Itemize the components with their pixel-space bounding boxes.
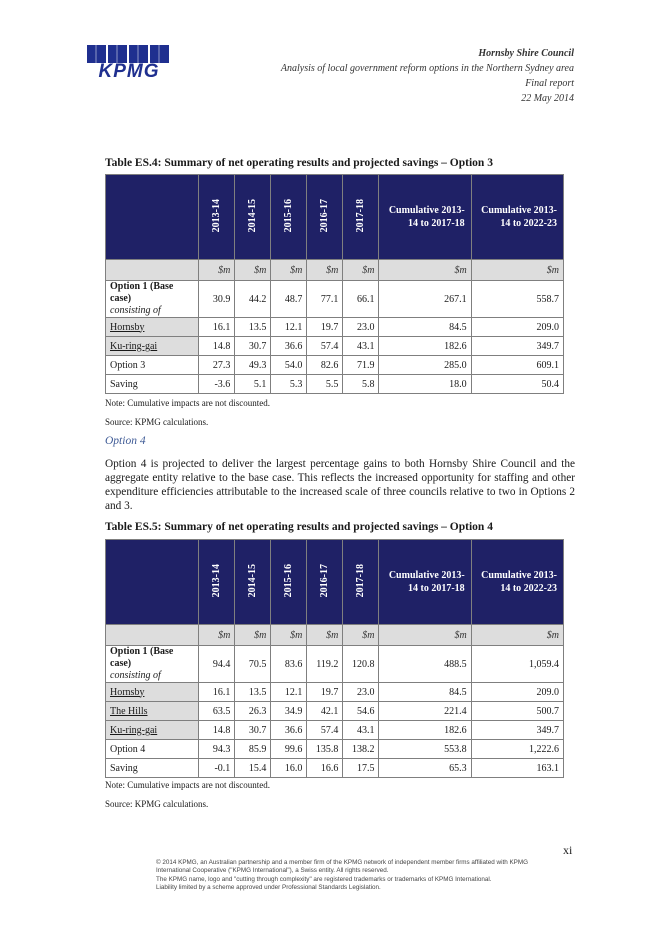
table-row [106,356,564,375]
option4-paragraph: Option 4 is projected to deliver the largest percentage gains to both Hornsby Shire Council and the aggregate entity relative to the base case. This reflects the increased opportunity for staffing and other expenditure efficiencies attributable to the increased scale of three councils relative to two in Options 2 and 3. [105,458,575,512]
table-cell: 19.7 [307,318,343,337]
table-cell: 94.3 [199,740,235,759]
row-label: Option 4 [106,740,199,759]
table-row [106,721,564,740]
table-cell: 553.8 [379,740,471,759]
table-cell: 34.9 [271,702,307,721]
table-cell: 138.2 [343,740,379,759]
table-row [106,337,564,356]
option4-heading: Option 4 [105,435,146,447]
table-cell: 16.0 [271,759,307,778]
table-cell: 12.1 [271,318,307,337]
table-cell: 1,222.6 [471,740,563,759]
unit-cell: $m [235,625,271,646]
table-es4-caption: Table ES.4: Summary of net operating results and projected savings – Option 3 [105,157,493,169]
table-cell: 50.4 [471,375,563,394]
header-date: 22 May 2014 [521,93,574,104]
table-cell: 71.9 [343,356,379,375]
table-cell: 16.1 [199,318,235,337]
table-cell: 488.5 [379,646,471,683]
unit-cell: $m [471,260,563,281]
row-label: Option 1 (Base case) consisting of [106,646,199,683]
table-cell: 84.5 [379,683,471,702]
table-header-blank [106,540,199,625]
table-cell: 500.7 [471,702,563,721]
table-cell: 13.5 [235,683,271,702]
footer-copyright: © 2014 KPMG, an Australian partnership and a member firm of the KPMG network of independent member firms affiliated with KPMG International Cooperative ("KPMG International"), a Swiss entity. All rights reserved. [156,859,529,875]
header-report-title: Analysis of local government reform options in the Northern Sydney area [280,63,574,74]
table-cell: 54.6 [343,702,379,721]
units-blank [106,625,199,646]
table-cell: 42.1 [307,702,343,721]
table-row [106,375,564,394]
table-es5 [105,539,564,778]
table-cell: 43.1 [343,337,379,356]
unit-cell: $m [271,625,307,646]
table-cell: 83.6 [271,646,307,683]
table-row [106,646,564,683]
table-cell: 18.0 [379,375,471,394]
table-es4-source: Source: KPMG calculations. [105,417,209,427]
table-cell: 16.1 [199,683,235,702]
table-cell: 57.4 [307,721,343,740]
table-cell: 70.5 [235,646,271,683]
table-row [106,281,564,318]
table-cell: 94.4 [199,646,235,683]
table-cell: 23.0 [343,318,379,337]
row-label: Option 3 [106,356,199,375]
table-cell: 15.4 [235,759,271,778]
table-cell: 57.4 [307,337,343,356]
row-label: Ku-ring-gai [106,721,199,740]
col-header: 2014-15 [235,175,271,260]
table-cell: 27.3 [199,356,235,375]
unit-cell: $m [271,260,307,281]
row-label: Hornsby [106,683,199,702]
row-label: Hornsby [106,318,199,337]
table-cell: 119.2 [307,646,343,683]
col-header: 2017-18 [343,540,379,625]
table-cell: 49.3 [235,356,271,375]
table-cell: 349.7 [471,721,563,740]
svg-text:KPMG: KPMG [98,61,160,79]
unit-cell: $m [471,625,563,646]
table-cell: 43.1 [343,721,379,740]
table-es4 [105,174,564,394]
col-header: 2016-17 [307,540,343,625]
col-header-cumulative-2018: Cumulative 2013-14 to 2017-18 [379,175,471,260]
unit-cell: $m [199,625,235,646]
footer-trademark: The KPMG name, logo and "cutting through complexity" are registered trademarks or trademarks of KPMG International. [156,875,492,883]
col-header: 2015-16 [271,175,307,260]
table-header-row [106,175,564,260]
units-blank [106,260,199,281]
table-cell: 349.7 [471,337,563,356]
unit-cell: $m [235,260,271,281]
table-header-blank [106,175,199,260]
unit-cell: $m [343,260,379,281]
units-row [106,260,564,281]
table-cell: 19.7 [307,683,343,702]
table-cell: 609.1 [471,356,563,375]
table-cell: 65.3 [379,759,471,778]
table-cell: 209.0 [471,318,563,337]
row-label: Ku-ring-gai [106,337,199,356]
col-header-cumulative-2018: Cumulative 2013-14 to 2017-18 [379,540,471,625]
table-cell: 209.0 [471,683,563,702]
col-header: 2014-15 [235,540,271,625]
table-es5-source: Source: KPMG calculations. [105,799,209,809]
table-row [106,318,564,337]
table-cell: 267.1 [379,281,471,318]
table-cell: 66.1 [343,281,379,318]
unit-cell: $m [379,260,471,281]
table-cell: 99.6 [271,740,307,759]
units-row [106,625,564,646]
table-cell: 30.7 [235,721,271,740]
table-cell: 36.6 [271,337,307,356]
unit-cell: $m [199,260,235,281]
page-number: xi [563,843,573,857]
table-cell: 558.7 [471,281,563,318]
table-cell: 1,059.4 [471,646,563,683]
table-cell: 5.8 [343,375,379,394]
table-cell: 5.1 [235,375,271,394]
table-cell: 14.8 [199,337,235,356]
row-label: The Hills [106,702,199,721]
table-cell: 135.8 [307,740,343,759]
table-cell: 182.6 [379,721,471,740]
col-header: 2016-17 [307,175,343,260]
table-header-row [106,540,564,625]
table-cell: 30.9 [199,281,235,318]
col-header: 2015-16 [271,540,307,625]
header-report-status: Final report [525,78,574,89]
table-cell: 63.5 [199,702,235,721]
page-header [281,46,574,106]
table-cell: 23.0 [343,683,379,702]
table-row [106,702,564,721]
unit-cell: $m [307,260,343,281]
table-cell: 120.8 [343,646,379,683]
row-label: Saving [106,759,199,778]
kpmg-logo [87,45,171,79]
table-cell: 44.2 [235,281,271,318]
table-es4-note: Note: Cumulative impacts are not discounted. [105,398,270,408]
table-cell: 30.7 [235,337,271,356]
table-cell: -0.1 [199,759,235,778]
table-cell: 14.8 [199,721,235,740]
table-cell: 5.5 [307,375,343,394]
table-cell: 36.6 [271,721,307,740]
table-es5-caption: Table ES.5: Summary of net operating results and projected savings – Option 4 [105,521,493,533]
table-cell: -3.6 [199,375,235,394]
col-header: 2017-18 [343,175,379,260]
table-cell: 48.7 [271,281,307,318]
header-org: Hornsby Shire Council [478,48,574,59]
table-row [106,683,564,702]
col-header: 2013-14 [199,175,235,260]
row-label: Saving [106,375,199,394]
unit-cell: $m [379,625,471,646]
table-cell: 26.3 [235,702,271,721]
unit-cell: $m [307,625,343,646]
table-cell: 5.3 [271,375,307,394]
table-cell: 285.0 [379,356,471,375]
table-cell: 12.1 [271,683,307,702]
table-cell: 16.6 [307,759,343,778]
table-cell: 17.5 [343,759,379,778]
footer-liability: Liability limited by a scheme approved under Professional Standards Legislation. [156,884,381,892]
table-cell: 163.1 [471,759,563,778]
table-cell: 54.0 [271,356,307,375]
table-cell: 221.4 [379,702,471,721]
table-cell: 85.9 [235,740,271,759]
table-cell: 77.1 [307,281,343,318]
col-header-cumulative-2023: Cumulative 2013-14 to 2022-23 [471,540,563,625]
table-cell: 82.6 [307,356,343,375]
table-es5-note: Note: Cumulative impacts are not discounted. [105,780,270,790]
table-cell: 182.6 [379,337,471,356]
page-footer [156,859,536,893]
col-header-cumulative-2023: Cumulative 2013-14 to 2022-23 [471,175,563,260]
col-header: 2013-14 [199,540,235,625]
table-row [106,740,564,759]
unit-cell: $m [343,625,379,646]
table-cell: 13.5 [235,318,271,337]
row-label: Option 1 (Base case) consisting of [106,281,199,318]
table-row [106,759,564,778]
table-cell: 84.5 [379,318,471,337]
